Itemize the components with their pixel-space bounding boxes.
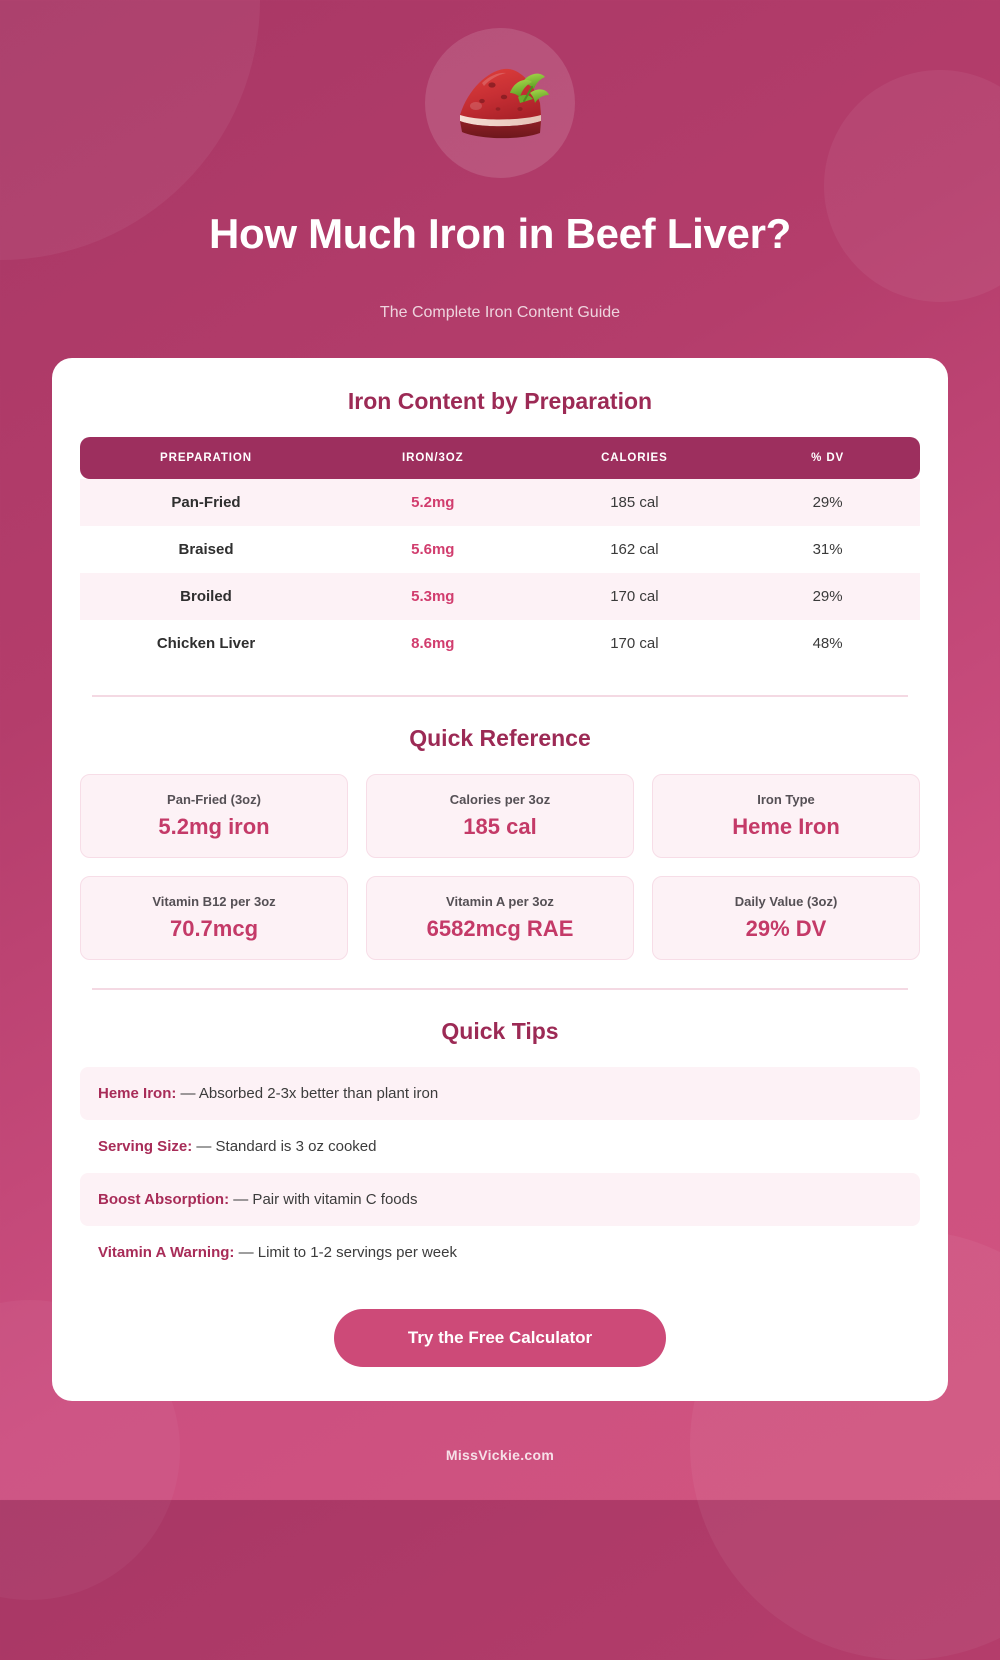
table-row	[80, 479, 920, 526]
column-header-calories: CALORIES	[534, 437, 736, 479]
table-row	[80, 620, 920, 667]
qr-card-label: Vitamin A per 3oz	[446, 893, 554, 909]
cell-preparation: Chicken Liver	[156, 634, 256, 652]
qr-card-label: Iron Type	[757, 791, 815, 807]
tip-item-boost-absorption	[80, 1173, 920, 1226]
table-row	[80, 526, 920, 573]
quick-reference-card-vitamin-a	[366, 876, 634, 960]
cell-iron: 8.6mg	[411, 634, 455, 652]
page-title: How Much Iron in Beef Liver?	[209, 210, 791, 257]
tip-text: — Absorbed 2-3x better than plant iron	[180, 1084, 439, 1102]
qr-card-label: Vitamin B12 per 3oz	[152, 893, 276, 909]
cell-dv: 31%	[812, 540, 843, 558]
header	[0, 0, 1000, 322]
section-divider	[92, 988, 908, 990]
table-row	[80, 573, 920, 620]
tip-label: Boost Absorption:	[98, 1190, 230, 1208]
cell-preparation: Broiled	[80, 573, 332, 620]
tip-text: — Pair with vitamin C foods	[233, 1190, 418, 1208]
qr-card-value: 5.2mg iron	[158, 813, 270, 839]
table-header	[80, 437, 920, 479]
quick-reference-grid	[80, 774, 920, 960]
cell-iron: 5.3mg	[332, 573, 534, 620]
cell-preparation: Pan-Fried	[80, 479, 332, 526]
column-header-iron: IRON/3OZ	[332, 437, 534, 479]
qr-card-value: 185 cal	[463, 813, 537, 839]
try-free-calculator-button[interactable]: Try the Free Calculator	[334, 1309, 666, 1367]
tip-text: — Limit to 1-2 servings per week	[238, 1243, 457, 1261]
tip-item-heme-iron	[80, 1067, 920, 1120]
qr-card-value: 70.7mcg	[169, 915, 259, 941]
iron-content-table	[80, 437, 920, 667]
column-header-dv: % DV	[735, 437, 920, 479]
tip-label: Vitamin A Warning:	[98, 1243, 235, 1261]
section-divider	[92, 695, 908, 697]
quick-reference-card-daily-value	[652, 876, 920, 960]
quick-reference-card-iron-type	[652, 774, 920, 858]
column-header-preparation: PREPARATION	[80, 437, 332, 479]
cell-iron: 5.2mg	[332, 479, 534, 526]
table-header-row	[80, 437, 920, 479]
qr-card-value: Heme Iron	[732, 813, 840, 839]
cell-iron: 5.6mg	[411, 540, 455, 558]
cell-dv: 29%	[735, 479, 920, 526]
page-subtitle: The Complete Iron Content Guide	[379, 303, 621, 321]
qr-card-label: Daily Value (3oz)	[734, 893, 838, 909]
quick-reference-card-pan-fried	[80, 774, 348, 858]
beef-liver-steak-icon	[448, 53, 552, 154]
quick-reference-card-vitamin-b12	[80, 876, 348, 960]
quick-reference-card-calories	[366, 774, 634, 858]
qr-card-label: Calories per 3oz	[449, 791, 551, 807]
quick-tips-list	[80, 1067, 920, 1279]
tip-label: Heme Iron:	[98, 1084, 177, 1102]
tip-item-serving-size	[80, 1120, 920, 1173]
cell-preparation: Braised	[178, 540, 234, 558]
cell-dv: 48%	[812, 634, 843, 652]
table-section-heading: Iron Content by Preparation	[347, 387, 653, 414]
table-body	[80, 479, 920, 667]
cell-calories: 185 cal	[534, 479, 736, 526]
quick-reference-heading: Quick Reference	[409, 724, 591, 751]
qr-card-label: Pan-Fried (3oz)	[167, 791, 261, 807]
qr-card-value: 6582mcg RAE	[426, 915, 574, 941]
tip-item-vitamin-a-warning	[80, 1226, 920, 1279]
cta-container	[80, 1309, 920, 1367]
tip-label: Serving Size:	[98, 1137, 193, 1155]
tip-text: — Standard is 3 oz cooked	[196, 1137, 377, 1155]
footer-site-name: MissVickie.com	[445, 1446, 555, 1463]
icon-badge	[425, 28, 575, 178]
main-content-card	[52, 358, 948, 1401]
quick-tips-heading: Quick Tips	[441, 1017, 559, 1044]
cell-calories: 162 cal	[610, 540, 659, 558]
qr-card-value: 29% DV	[745, 915, 827, 941]
cell-calories: 170 cal	[610, 634, 659, 652]
cell-calories: 170 cal	[534, 573, 736, 620]
cell-dv: 29%	[735, 573, 920, 620]
